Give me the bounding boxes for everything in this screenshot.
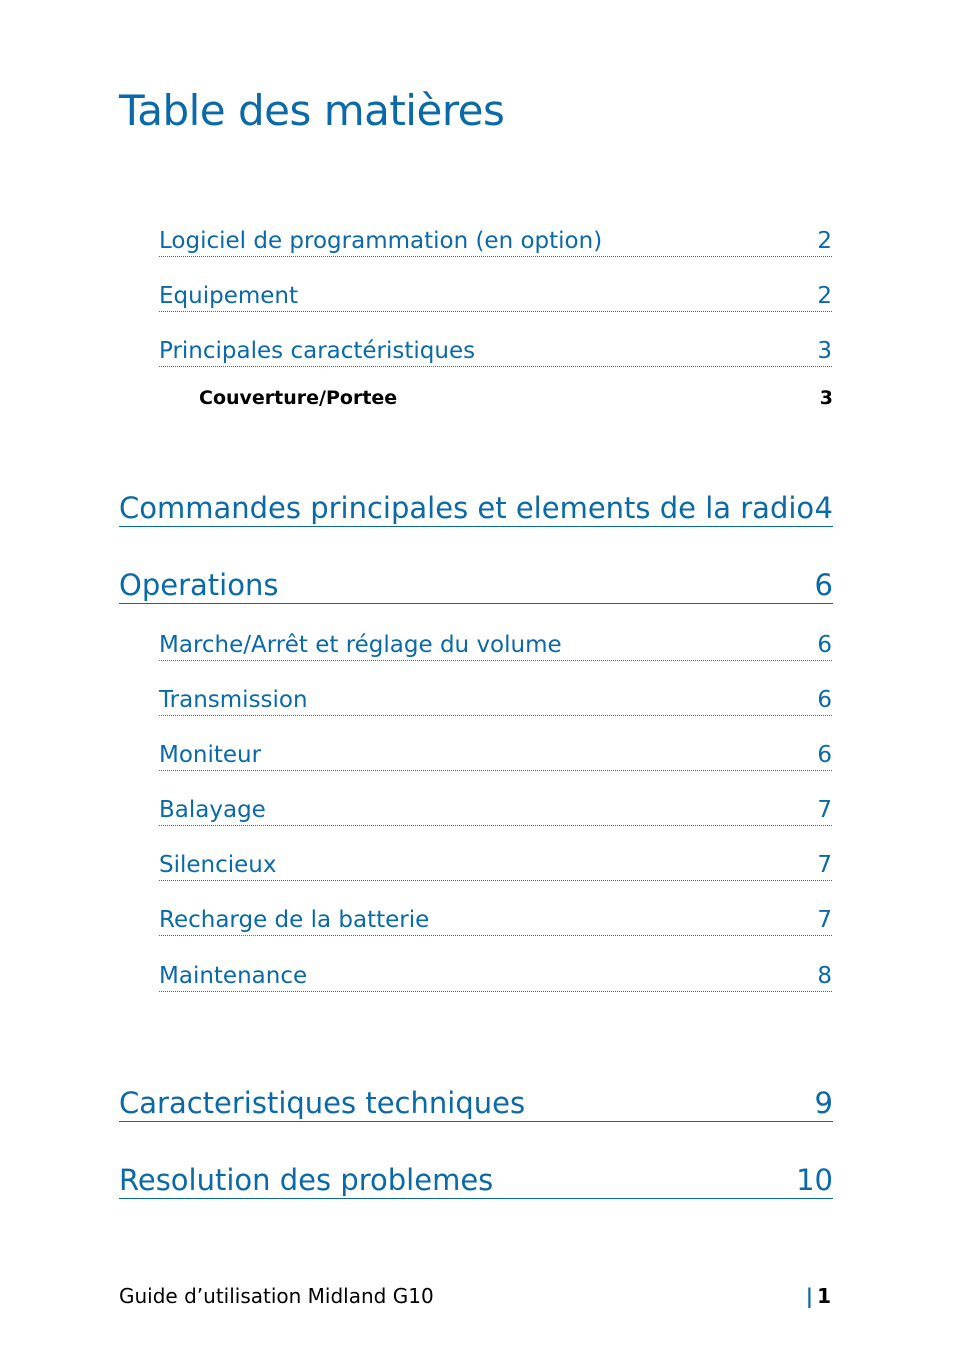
footer-page-number <box>806 1284 831 1308</box>
toc-section-label: Resolution des problemes <box>119 1163 494 1197</box>
toc-entry-silencieux[interactable] <box>159 850 832 881</box>
toc-entry-label: Logiciel de programmation (en option) <box>159 228 603 254</box>
toc-entry-maintenance[interactable] <box>159 961 832 992</box>
footer-page-value: 1 <box>817 1284 831 1308</box>
toc-section-page: 10 <box>796 1163 833 1197</box>
toc-entry-page: 6 <box>817 632 832 658</box>
toc-section-label: Operations <box>119 568 279 602</box>
toc-entry-page: 2 <box>817 228 832 254</box>
toc-section-operations[interactable] <box>119 565 833 604</box>
toc-entry-page: 3 <box>819 387 833 409</box>
toc-section-page: 6 <box>814 568 833 602</box>
toc-entry-transmission[interactable] <box>159 685 832 716</box>
page-title: Table des matières <box>119 86 505 135</box>
toc-entry-page: 8 <box>817 963 832 989</box>
footer-guide-title: Guide d’utilisation Midland G10 <box>119 1284 434 1308</box>
toc-section-resolution[interactable] <box>119 1160 833 1199</box>
toc-section-label: Caracteristiques techniques <box>119 1086 526 1120</box>
toc-entry-label: Marche/Arrêt et réglage du volume <box>159 632 562 658</box>
toc-entry-label: Principales caractéristiques <box>159 338 476 364</box>
toc-section-commandes[interactable] <box>119 488 833 527</box>
footer-separator: | <box>805 1284 814 1308</box>
toc-entry-page: 7 <box>817 907 832 933</box>
toc-entry-page: 7 <box>817 797 832 823</box>
toc-entry-equipement[interactable] <box>159 281 832 312</box>
toc-entry-label: Balayage <box>159 797 266 823</box>
toc-entry-label: Silencieux <box>159 852 277 878</box>
toc-entry-label: Couverture/Portee <box>199 387 398 409</box>
toc-section-page: 4 <box>814 491 833 525</box>
toc-entry-balayage[interactable] <box>159 795 832 826</box>
toc-entry-page: 2 <box>817 283 832 309</box>
toc-entry-page: 6 <box>817 742 832 768</box>
toc-entry-page: 3 <box>817 338 832 364</box>
toc-entry-page: 7 <box>817 852 832 878</box>
toc-entry-label: Moniteur <box>159 742 262 768</box>
toc-entry-label: Recharge de la batterie <box>159 907 430 933</box>
toc-entry-label: Maintenance <box>159 963 308 989</box>
toc-entry-recharge[interactable] <box>159 905 832 936</box>
toc-entry-label: Equipement <box>159 283 298 309</box>
toc-entry-moniteur[interactable] <box>159 740 832 771</box>
toc-entry-logiciel[interactable] <box>159 226 832 257</box>
toc-entry-marche[interactable] <box>159 630 832 661</box>
toc-section-label: Commandes principales et elements de la radio <box>119 491 815 525</box>
toc-entry-label: Transmission <box>159 687 308 713</box>
toc-entry-page: 6 <box>817 687 832 713</box>
toc-section-caracteristiques[interactable] <box>119 1083 833 1122</box>
toc-entry-couverture[interactable] <box>199 387 833 411</box>
page-footer <box>119 1284 831 1308</box>
toc-section-page: 9 <box>814 1086 833 1120</box>
toc-entry-principales[interactable] <box>159 336 832 367</box>
